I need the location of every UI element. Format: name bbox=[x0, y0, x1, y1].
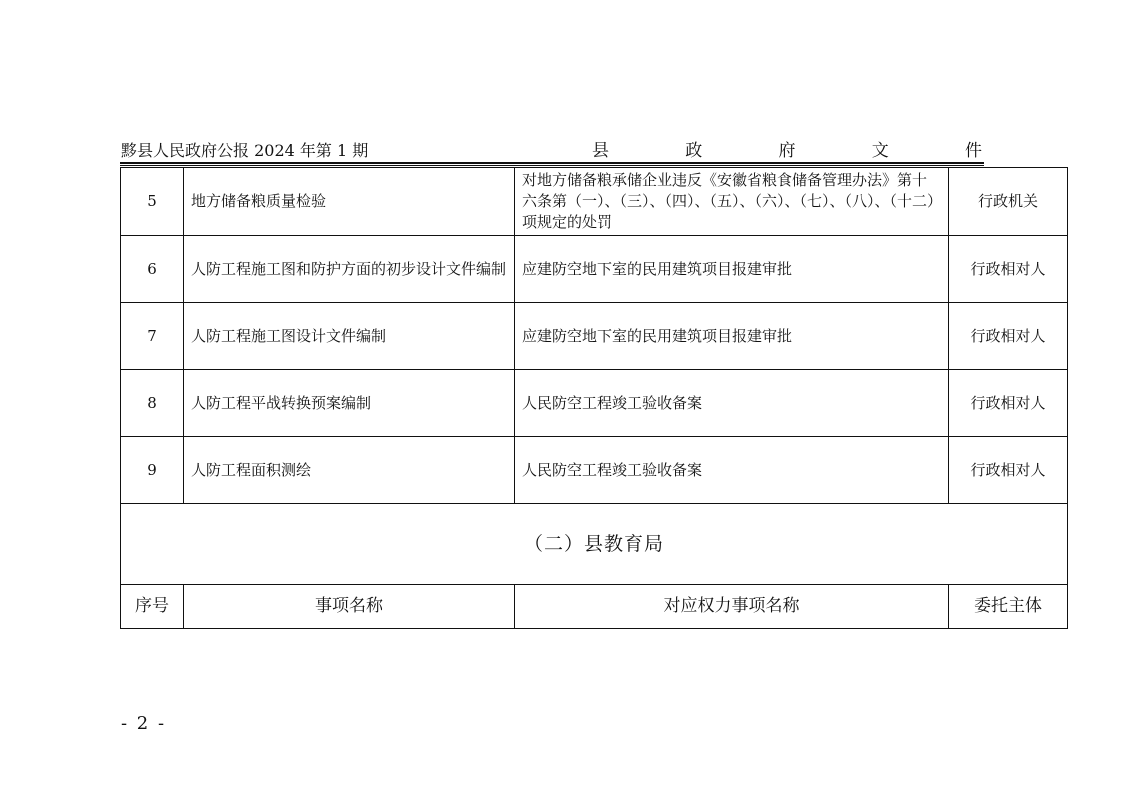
power-item-name: 对地方储备粮承储企业违反《安徽省粮食储备管理办法》第十六条第（一）、（三）、（四）、（五）、（六）、（七）、（八）、（十二）项规定的处罚 bbox=[515, 168, 949, 236]
table-header-row bbox=[121, 585, 1068, 629]
header-rule-thin bbox=[120, 165, 984, 166]
power-item-name: 人民防空工程竣工验收备案 bbox=[515, 437, 949, 504]
column-header-subject: 委托主体 bbox=[949, 585, 1068, 629]
item-name: 人防工程平战转换预案编制 bbox=[184, 370, 515, 437]
power-item-name: 人民防空工程竣工验收备案 bbox=[515, 370, 949, 437]
header-publication-title: 黟县人民政府公报 2024 年第 1 期 bbox=[121, 141, 369, 160]
power-item-name: 应建防空地下室的民用建筑项目报建审批 bbox=[515, 303, 949, 370]
header-char: 县 bbox=[592, 141, 609, 161]
column-header-number: 序号 bbox=[121, 585, 184, 629]
column-header-power-item: 对应权力事项名称 bbox=[515, 585, 949, 629]
header-char: 政 bbox=[685, 141, 703, 161]
row-number: 9 bbox=[121, 437, 184, 504]
item-name: 人防工程面积测绘 bbox=[184, 437, 515, 504]
entrusting-subject: 行政相对人 bbox=[949, 437, 1068, 504]
header-rule-thick bbox=[120, 162, 984, 164]
section-heading-row bbox=[121, 504, 1068, 585]
table-row bbox=[121, 370, 1068, 437]
entrusting-subject: 行政机关 bbox=[949, 168, 1068, 236]
table-row bbox=[121, 236, 1068, 303]
table-row bbox=[121, 168, 1068, 236]
row-number: 6 bbox=[121, 236, 184, 303]
item-name: 地方储备粮质量检验 bbox=[184, 168, 515, 236]
header-char: 件 bbox=[965, 141, 982, 161]
header-document-type bbox=[592, 141, 982, 161]
page-number: - 2 - bbox=[121, 713, 167, 734]
entrusting-subject: 行政相对人 bbox=[949, 236, 1068, 303]
header-char: 府 bbox=[778, 141, 796, 161]
item-name: 人防工程施工图设计文件编制 bbox=[184, 303, 515, 370]
column-header-item-name: 事项名称 bbox=[184, 585, 515, 629]
entrusting-subject: 行政相对人 bbox=[949, 303, 1068, 370]
entrusting-subject: 行政相对人 bbox=[949, 370, 1068, 437]
power-item-name: 应建防空地下室的民用建筑项目报建审批 bbox=[515, 236, 949, 303]
item-name: 人防工程施工图和防护方面的初步设计文件编制 bbox=[184, 236, 515, 303]
section-title: （二）县教育局 bbox=[121, 504, 1068, 585]
row-number: 7 bbox=[121, 303, 184, 370]
row-number: 5 bbox=[121, 168, 184, 236]
row-number: 8 bbox=[121, 370, 184, 437]
entrusted-items-table bbox=[120, 167, 1068, 629]
header-char: 文 bbox=[871, 141, 889, 161]
table-row bbox=[121, 437, 1068, 504]
table-row bbox=[121, 303, 1068, 370]
